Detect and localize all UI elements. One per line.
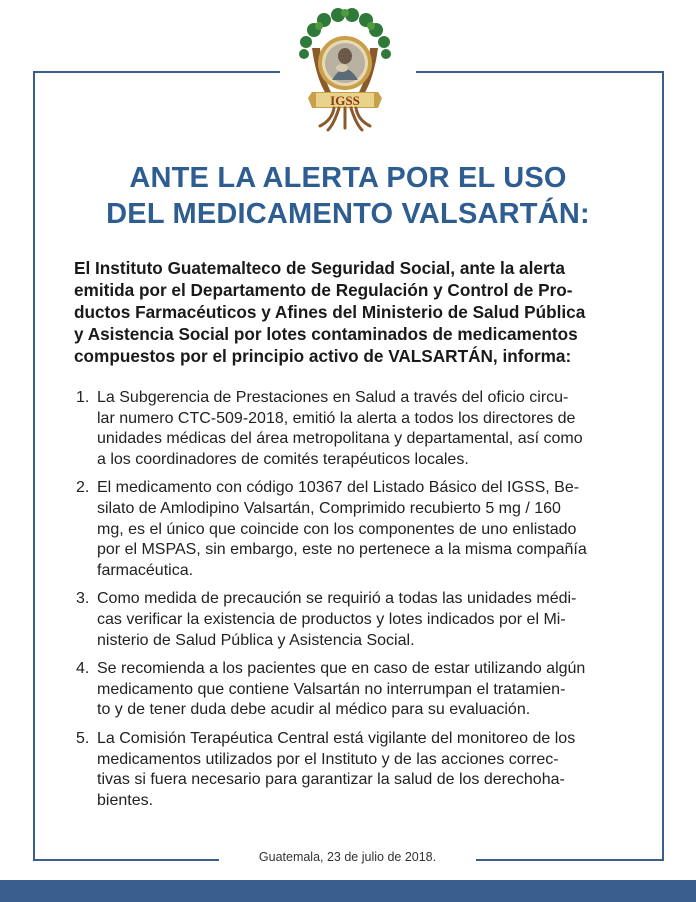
date-line: Guatemala, 23 de julio de 2018.: [258, 850, 437, 864]
intro-line: ductos Farmacéuticos y Afines del Ministerio de Salud Pública: [74, 302, 586, 322]
item-line: farmacéutica.: [97, 561, 194, 579]
list-item: [76, 659, 636, 721]
item-line: to y de tener duda debe acudir al médico para su evaluación.: [97, 701, 531, 719]
item-line: a los coordinadores de comités terapéuticos locales.: [97, 450, 469, 468]
list-item: [76, 589, 636, 651]
list-item: [76, 388, 636, 470]
intro-line: y Asistencia Social por lotes contaminados de medicamentos: [74, 324, 578, 344]
title-line-2: DEL MEDICAMENTO VALSARTÁN:: [106, 198, 590, 230]
intro-line: emitida por el Departamento de Regulación y Control de Pro-: [74, 280, 573, 300]
item-line: La Subgerencia de Prestaciones en Salud a través del oficio circu-: [97, 389, 569, 406]
list-item: [76, 729, 636, 811]
frame-top-right: [416, 71, 664, 73]
item-line: Se recomienda a los pacientes que en caso de estar utilizando algún: [97, 660, 586, 678]
logo-text: IGSS: [330, 93, 360, 108]
frame-left: [33, 71, 35, 860]
item-line: lar numero CTC-509-2018, emitió la alerta a todos los directores de: [97, 409, 576, 427]
item-line: por el MSPAS, sin embargo, este no pertenece a la misma compañía: [97, 541, 587, 559]
frame-top-left: [33, 71, 280, 73]
item-number: 4.: [76, 660, 90, 678]
item-line: silato de Amlodipino Valsartán, Comprimido recubierto 5 mg / 160: [97, 499, 561, 517]
frame-bottom-left: [33, 859, 219, 861]
frame-bottom-right: [476, 859, 664, 861]
intro-line: El Instituto Guatemalteco de Seguridad Social, ante la alerta: [74, 258, 565, 278]
item-line: cas verificar la existencia de productos y lotes indicados por el Mi-: [97, 610, 566, 628]
item-number: 3.: [76, 590, 90, 608]
title-line-1: ANTE LA ALERTA POR EL USO: [129, 162, 567, 194]
footer-bar: [0, 880, 696, 902]
igss-logo: [294, 8, 394, 132]
item-line: medicamentos utilizados por el Instituto y de las acciones correc-: [97, 750, 559, 768]
item-line: medicamento que contiene Valsartán no interrumpan el tratamien-: [97, 680, 566, 698]
item-line: mg, es el único que coincide con los componentes de uno enlistado: [97, 520, 577, 538]
item-line: El medicamento con código 10367 del Listado Básico del IGSS, Be-: [97, 479, 580, 497]
item-number: 1.: [76, 389, 90, 406]
item-line: unidades médicas del área metropolitana y departamental, así como: [97, 430, 583, 448]
page-title: [40, 160, 656, 232]
numbered-list: [76, 388, 636, 819]
item-line: La Comisión Terapéutica Central está vigilante del monitoreo de los: [97, 729, 576, 747]
intro-line: compuestos por el principio activo de VALSARTÁN, informa:: [74, 346, 572, 366]
list-item: [76, 478, 636, 581]
item-number: 2.: [76, 479, 90, 497]
item-line: tivas si fuera necesario para garantizar la salud de los derechoha-: [97, 771, 565, 789]
item-line: Como medida de precaución se requirió a todas las unidades médi-: [97, 590, 577, 608]
item-line: bientes.: [97, 791, 154, 809]
item-number: 5.: [76, 729, 90, 747]
frame-right: [662, 71, 664, 860]
intro-paragraph: [74, 257, 634, 367]
item-line: nisterio de Salud Pública y Asistencia Social.: [97, 631, 415, 649]
